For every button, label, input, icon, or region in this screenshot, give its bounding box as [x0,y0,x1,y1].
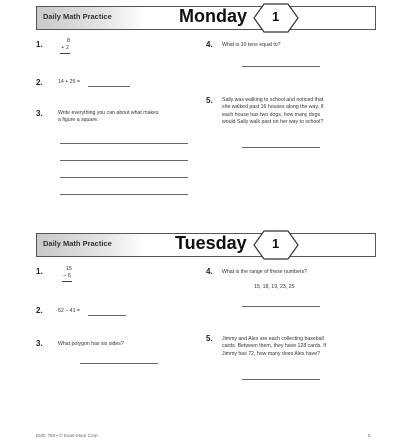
question-number: 2. [36,78,43,87]
stack-bottom: + 2 [60,45,70,53]
question-text: What is 10 tens equal to? [222,42,281,48]
question-text: What is the range of these numbers? [222,269,308,275]
answer-line[interactable] [242,147,320,148]
question-text-line: would Sally walk past on her way to school? [222,119,324,126]
question-number: 1. [36,40,43,49]
question-number: 3. [36,109,43,118]
answer-line[interactable] [60,177,188,178]
question-number: 5. [206,96,213,105]
footer-credit: EMC 750 • © Evan-Moor Corp. [36,433,99,438]
number-list: 15, 18, 19, 23, 25 [254,284,295,290]
question-text [58,110,159,125]
day-number: 1 [272,236,280,251]
answer-line[interactable] [242,379,320,380]
answer-line[interactable] [60,160,188,161]
question-text: What polygon has six sides? [58,341,124,347]
banner-title: Daily Math Practice [43,12,112,21]
day-title: Tuesday [175,233,247,253]
question-text: 14 + 25 = [58,79,80,85]
answer-line[interactable] [88,315,126,316]
question-text [222,336,326,358]
tuesday-banner [36,233,376,257]
monday-banner [36,6,376,30]
answer-line[interactable] [60,194,188,195]
day-title: Monday [179,6,248,26]
question-text-line: Write everything you can about what makes [58,110,159,116]
question-text-line: a figure a square. [58,117,99,124]
addition-problem [56,38,70,54]
page-number: 5 [368,433,371,438]
banner-title: Daily Math Practice [43,239,112,248]
question-number: 4. [206,267,213,276]
question-number: 5. [206,334,213,343]
question-text [222,97,323,127]
answer-line[interactable] [60,143,188,144]
question-text-line: cards. Between them, they have 128 cards. If [222,343,327,350]
subtraction-problem [56,266,72,282]
day-number: 1 [272,9,280,24]
question-number: 2. [36,306,43,315]
question-text: 52 − 41 = [58,308,80,314]
question-text-line: Jimmy and Alex are each collecting baseball [222,336,324,342]
stack-top: 15 [65,266,72,272]
answer-line[interactable] [242,66,320,67]
question-text-line: each house has two dogs, how many dogs [222,111,321,118]
question-text-line: she walked past 16 houses along the way. If [222,104,324,111]
stack-bottom: − 6 [62,273,72,281]
answer-line[interactable] [88,86,130,87]
answer-line[interactable] [80,363,158,364]
question-number: 3. [36,339,43,348]
question-text-line: Jimmy has 72, how many does Alex have? [222,350,321,357]
question-text-line: Sally was walking to school and noticed that [222,97,324,103]
question-number: 1. [36,267,43,276]
stack-top: 8 [66,38,70,44]
answer-line[interactable] [242,306,320,307]
question-number: 4. [206,40,213,49]
